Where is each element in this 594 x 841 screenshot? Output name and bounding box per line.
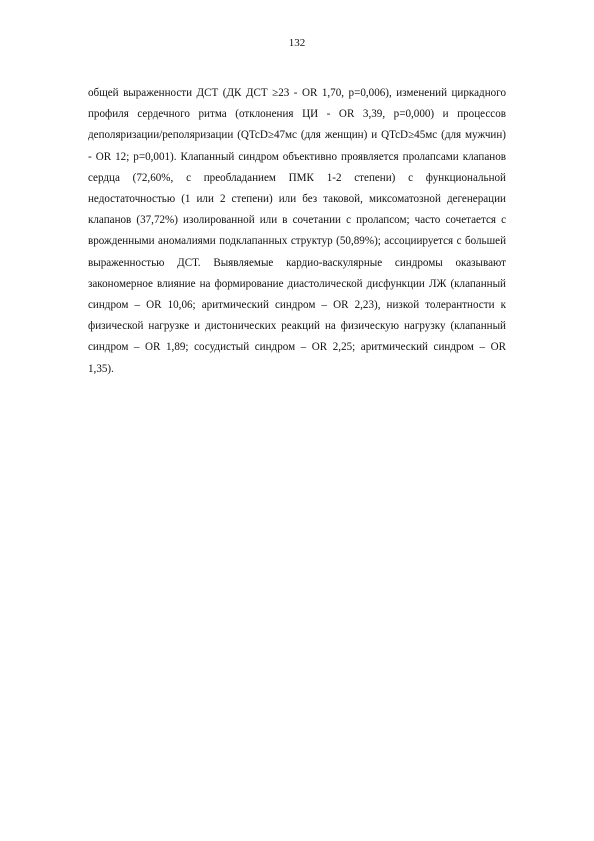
page-number: 132 [288,37,306,49]
body-paragraph: общей выраженности ДСТ (ДК ДСТ ≥23 - OR 1,70, p=0,006), изменений циркадного профиля сердечного ритма (отклонения ЦИ - OR 3,39, p=0,000) и процессов деполяризации/реполяризации (QTcD≥47мс (для женщин) и QTcD≥45мс (для мужчин) - OR 12; p=0,001). Клапанный синдром объективно проявляется пролапсами клапанов сердца (72,60%, с преобладанием ПМК 1-2 степени) с функциональной недостаточностью (1 или 2 степени) или без таковой, миксоматозной дегенерации клапанов (37,72%) изолированной или в сочетании с пролапсом; часто сочетается с врожденными аномалиями подклапанных структур (50,89%); ассоциируется с большей выраженностью ДСТ. Выявляемые кардио-васкулярные синдромы оказывают закономерное влияние на формирование диастолической дисфункции ЛЖ (клапанный синдром – OR 10,06; аритмический синдром – OR 2,23), низкой толерантности к физической нагрузке и дистонических реакций на физическую нагрузку (клапанный синдром – OR 1,89; сосудистый синдром – OR 2,25; аритмический синдром – OR 1,35). [88,87,506,375]
